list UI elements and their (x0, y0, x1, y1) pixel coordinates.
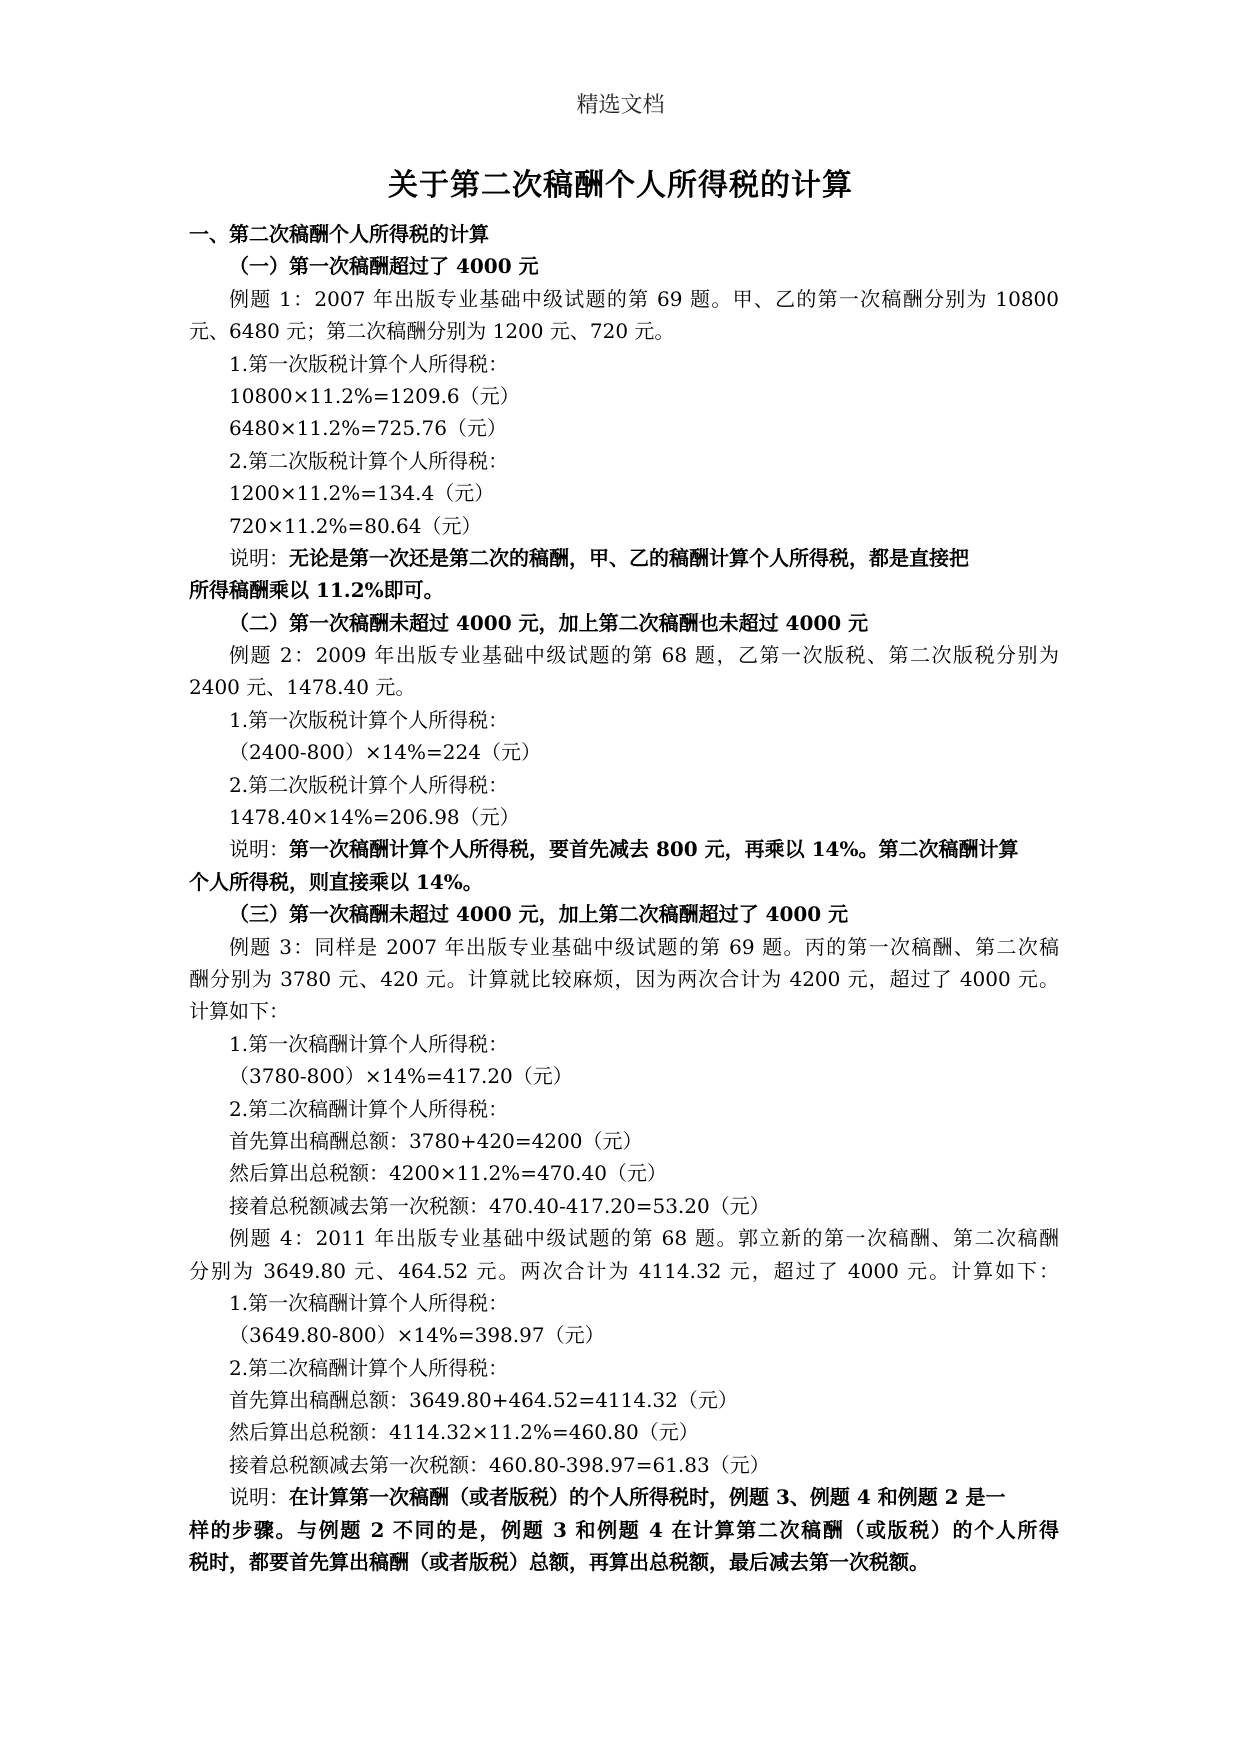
example-2-step-2: 2.第二次版税计算个人所得税： (229, 772, 509, 797)
example-4-calc-1: （3649.80-800）×14%=398.97（元） (229, 1323, 605, 1348)
example-3-step-1: 1.第一次稿酬计算个人所得税： (229, 1031, 509, 1056)
note-text: 第一次稿酬计算个人所得税，要首先减去 800 元，再乘以 14%。第二次稿酬计算 (289, 837, 1019, 862)
subsection-heading-2: （二）第一次稿酬未超过 4000 元，加上第二次稿酬也未超过 4000 元 (229, 610, 869, 635)
example-3-calc-1: （3780-800）×14%=417.20（元） (229, 1064, 573, 1089)
subsection-heading-3: （三）第一次稿酬未超过 4000 元，加上第二次稿酬超过了 4000 元 (229, 902, 849, 927)
note-text: 无论是第一次还是第二次的稿酬，甲、乙的稿酬计算个人所得税，都是直接把 (289, 545, 969, 570)
note-3-line-2: 样的步骤。与例题 2 不同的是，例题 3 和例题 4 在计算第二次稿酬（或版税）的个人所得 (189, 1517, 1059, 1542)
note-1-line-2: 所得稿酬乘以 11.2%即可。 (189, 578, 444, 603)
note-1-line-1 (189, 542, 1059, 574)
example-3-line-3: 计算如下： (189, 999, 289, 1024)
example-3-calc-4: 接着总税额减去第一次税额：470.40-417.20=53.20（元） (229, 1193, 770, 1218)
example-1-calc-1: 10800×11.2%=1209.6（元） (229, 383, 520, 408)
subsection-heading-1: （一）第一次稿酬超过了 4000 元 (229, 254, 539, 279)
note-3-line-1 (189, 1481, 1059, 1513)
example-3-step-2: 2.第二次稿酬计算个人所得税： (229, 1096, 509, 1121)
example-2-calc-2: 1478.40×14%=206.98（元） (229, 805, 520, 830)
example-1-line-2: 元、6480 元；第二次稿酬分别为 1200 元、720 元。 (189, 319, 675, 344)
section-heading: 一、第二次稿酬个人所得税的计算 (189, 222, 489, 246)
example-1-step-2: 2.第二次版税计算个人所得税： (229, 448, 509, 473)
note-2-line-1 (189, 833, 1059, 865)
example-2-step-1: 1.第一次版税计算个人所得税： (229, 707, 509, 732)
example-3-calc-2: 首先算出稿酬总额：3780+420=4200（元） (229, 1128, 643, 1153)
example-4-step-1: 1.第一次稿酬计算个人所得税： (229, 1290, 509, 1315)
example-1-calc-2: 6480×11.2%=725.76（元） (229, 416, 507, 441)
document-title: 关于第二次稿酬个人所得税的计算 (388, 168, 853, 203)
example-3-line-1: 例题 3：同样是 2007 年出版专业基础中级试题的第 69 题。丙的第一次稿酬、第二次稿 (229, 934, 1059, 959)
example-3-line-2: 酬分别为 3780 元、420 元。计算就比较麻烦，因为两次合计为 4200 元，超过了 4000 元。 (189, 966, 1059, 991)
example-1-step-1: 1.第一次版税计算个人所得税： (229, 351, 509, 376)
note-2-line-2: 个人所得税，则直接乘以 14%。 (189, 869, 483, 894)
note-text: 在计算第一次稿酬（或者版税）的个人所得税时，例题 3、例题 4 和例题 2 是一 (289, 1485, 1006, 1510)
example-2-line-1: 例题 2：2009 年出版专业基础中级试题的第 68 题，乙第一次版税、第二次版税分别为 (229, 643, 1059, 668)
example-4-line-2: 分别为 3649.80 元、464.52 元。两次合计为 4114.32 元，超过了 4000 元。计算如下： (189, 1258, 1059, 1283)
example-4-calc-4: 接着总税额减去第一次税额：460.80-398.97=61.83（元） (229, 1452, 770, 1477)
note-3-line-3: 税时，都要首先算出稿酬（或者版税）总额，再算出总税额，最后减去第一次税额。 (189, 1550, 929, 1575)
example-1-calc-4: 720×11.2%=80.64（元） (229, 513, 482, 538)
example-2-line-2: 2400 元、1478.40 元。 (189, 675, 416, 700)
note-label: 说明： (229, 837, 289, 862)
note-label: 说明： (229, 1485, 289, 1510)
example-4-calc-2: 首先算出稿酬总额：3649.80+464.52=4114.32（元） (229, 1388, 738, 1413)
example-3-calc-3: 然后算出总税额：4200×11.2%=470.40（元） (229, 1161, 667, 1186)
example-1-calc-3: 1200×11.2%=134.4（元） (229, 481, 495, 506)
note-label: 说明： (229, 545, 289, 570)
example-1-line-1: 例题 1：2007 年出版专业基础中级试题的第 69 题。甲、乙的第一次稿酬分别为 10800 (229, 286, 1059, 311)
example-4-calc-3: 然后算出总税额：4114.32×11.2%=460.80（元） (229, 1420, 699, 1445)
example-4-step-2: 2.第二次稿酬计算个人所得税： (229, 1355, 509, 1380)
example-2-calc-1: （2400-800）×14%=224（元） (229, 740, 541, 765)
page-header: 精选文档 (576, 93, 665, 118)
example-4-line-1: 例题 4：2011 年出版专业基础中级试题的第 68 题。郭立新的第一次稿酬、第二次稿酬 (229, 1226, 1059, 1251)
document-body (189, 218, 1059, 1578)
